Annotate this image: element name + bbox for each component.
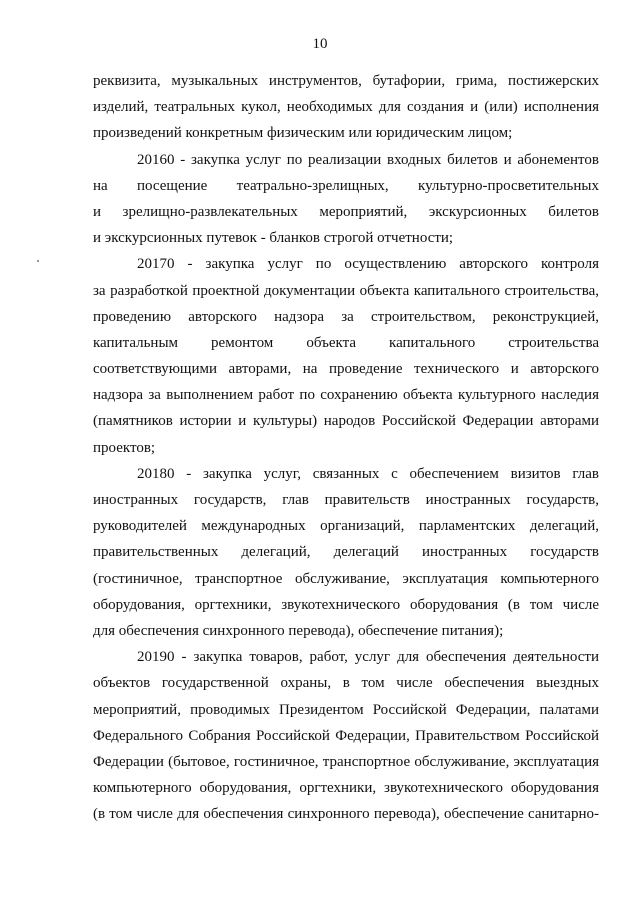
text-line: и экскурсионных путевок - бланков строгой отчетности; — [93, 230, 454, 247]
text-line: надзора за выполнением работ по сохранению объекта культурного наследия — [93, 387, 599, 404]
text-line: руководителей международных организаций, парламентских делегаций, — [93, 518, 599, 535]
text-line: и зрелищно-развлекательных мероприятий, экскурсионных билетов — [93, 203, 599, 220]
text-line: компьютерного оборудования, оргтехники, звукотехнического оборудования — [93, 780, 599, 797]
text-line: иностранных государств, глав правительств иностранных государств, — [93, 492, 599, 508]
text-line: (в том числе для обеспечения синхронного перевода), обеспечение санитарно- — [93, 806, 599, 823]
text-line: правительственных делегаций, делегаций иностранных государств — [93, 544, 599, 561]
text-line: Федерального Собрания Российской Федерации, Правительством Российской — [93, 727, 599, 744]
text-line: для обеспечения синхронного перевода), обеспечение питания); — [93, 622, 504, 639]
text-line: оборудования, оргтехники, звукотехнического оборудования (в том числе — [93, 596, 599, 613]
text-line: капитальным ремонтом объекта капитального строительства — [93, 334, 599, 351]
document-body — [93, 68, 599, 827]
text-line: (памятников истории и культуры) народов Российской Федерации авторами — [93, 413, 599, 430]
text-line: соответствующими авторами, на проведение технического и авторского — [93, 361, 599, 378]
text-line: изделий, театральных кукол, необходимых для создания и (или) исполнения — [93, 99, 599, 116]
text-line: реквизита, музыкальных инструментов, бутафории, грима, постижерских — [93, 73, 599, 89]
text-line: произведений конкретным физическим или юридическим лицом; — [93, 125, 513, 142]
paragraph-first-line: 20160 - закупка услуг по реализации входных билетов и абонементов — [137, 151, 599, 168]
text-line: мероприятий, проводимых Президентом Российской Федерации, палатами — [93, 701, 599, 718]
text-line: Федерации (бытовое, гостиничное, транспортное обслуживание, эксплуатация — [93, 753, 599, 770]
text-line: проведению авторского надзора за строительством, реконструкцией, — [93, 308, 599, 325]
scan-speck — [37, 260, 39, 262]
paragraph-first-line: 20180 - закупка услуг, связанных с обеспечением визитов глав — [137, 465, 599, 482]
paragraph-first-line: 20190 - закупка товаров, работ, услуг для обеспечения деятельности — [137, 649, 599, 666]
text-line: (гостиничное, транспортное обслуживание, эксплуатация компьютерного — [93, 570, 599, 587]
text-line: проектов; — [93, 439, 156, 456]
page-number: 10 — [312, 36, 328, 52]
text-line: за разработкой проектной документации объекта капитального строительства, — [93, 282, 599, 299]
text-line: на посещение театрально-зрелищных, культурно-просветительных — [93, 177, 599, 194]
text-line: объектов государственной охраны, в том числе обеспечения выездных — [93, 675, 599, 692]
paragraph-first-line: 20170 - закупка услуг по осуществлению авторского контроля — [137, 256, 599, 273]
